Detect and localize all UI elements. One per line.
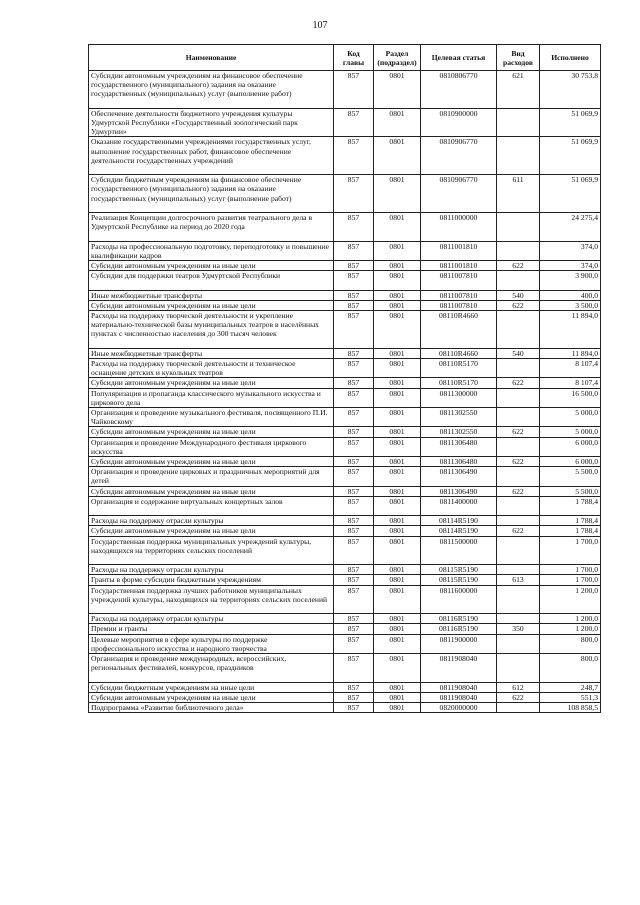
cell-article: 08115R5190	[421, 575, 497, 585]
cell-section: 0801	[374, 692, 421, 702]
cell-name: Расходы на поддержку отрасли культуры	[89, 614, 334, 624]
table-row	[89, 271, 601, 290]
cell-name: Расходы на поддержку отрасли культуры	[89, 516, 334, 526]
cell-expense-type: 622	[497, 261, 540, 271]
cell-code: 857	[334, 261, 374, 271]
cell-code: 857	[334, 348, 374, 358]
cell-section: 0801	[374, 682, 421, 692]
cell-section: 0801	[374, 71, 421, 109]
cell-expense-type	[497, 703, 540, 713]
cell-section: 0801	[374, 408, 421, 427]
cell-expense-type: 622	[497, 486, 540, 496]
cell-expense-type: 622	[497, 300, 540, 310]
table-row	[89, 516, 601, 526]
cell-article: 0811007810	[421, 290, 497, 300]
cell-expense-type: 540	[497, 348, 540, 358]
cell-name: Иные межбюджетные трансферты	[89, 290, 334, 300]
table-row	[89, 682, 601, 692]
cell-executed: 1 788,4	[540, 526, 601, 536]
cell-section: 0801	[374, 526, 421, 536]
cell-executed: 248,7	[540, 682, 601, 692]
table-row	[89, 565, 601, 575]
cell-article: 0811001810	[421, 241, 497, 260]
cell-section: 0801	[374, 213, 421, 242]
table-row	[89, 108, 601, 137]
cell-section: 0801	[374, 516, 421, 526]
table-row	[89, 634, 601, 653]
cell-code: 857	[334, 137, 374, 175]
table-row	[89, 496, 601, 515]
cell-section: 0801	[374, 348, 421, 358]
cell-expense-type: 621	[497, 71, 540, 109]
cell-code: 857	[334, 526, 374, 536]
cell-executed: 24 275,4	[540, 213, 601, 242]
cell-name: Организация и проведение Международного фестиваля циркового искусства	[89, 437, 334, 456]
cell-article: 0811900000	[421, 634, 497, 653]
cell-section: 0801	[374, 614, 421, 624]
cell-executed: 3 900,0	[540, 271, 601, 290]
cell-section: 0801	[374, 241, 421, 260]
cell-name: Субсидии для поддержки театров Удмуртской Республики	[89, 271, 334, 290]
cell-code: 857	[334, 175, 374, 213]
cell-name: Премии и гранты	[89, 624, 334, 634]
cell-code: 857	[334, 624, 374, 634]
cell-executed: 800,0	[540, 654, 601, 683]
cell-executed: 374,0	[540, 261, 601, 271]
cell-executed: 400,0	[540, 290, 601, 300]
table-row	[89, 261, 601, 271]
cell-executed: 6 000,0	[540, 457, 601, 467]
cell-section: 0801	[374, 624, 421, 634]
cell-expense-type	[497, 516, 540, 526]
cell-expense-type: 613	[497, 575, 540, 585]
table-row	[89, 388, 601, 407]
cell-name: Организация и проведение музыкального фестиваля, посвященного П.И. Чайковскому	[89, 408, 334, 427]
cell-expense-type: 622	[497, 692, 540, 702]
table-row	[89, 703, 601, 713]
cell-expense-type	[497, 271, 540, 290]
cell-section: 0801	[374, 300, 421, 310]
cell-expense-type: 622	[497, 457, 540, 467]
cell-name: Популяризация и пропаганда классического музыкального искусства и циркового дела	[89, 388, 334, 407]
cell-expense-type	[497, 496, 540, 515]
cell-executed: 51 069,9	[540, 108, 601, 137]
table-row	[89, 213, 601, 242]
cell-executed: 1 200,0	[540, 585, 601, 614]
cell-article: 08116R5190	[421, 614, 497, 624]
cell-executed: 11 894,0	[540, 311, 601, 349]
cell-executed: 1 788,4	[540, 516, 601, 526]
cell-article: 08110R4660	[421, 348, 497, 358]
cell-executed: 374,0	[540, 241, 601, 260]
cell-article: 0811007810	[421, 271, 497, 290]
cell-article: 0810900000	[421, 108, 497, 137]
cell-expense-type: 612	[497, 682, 540, 692]
cell-name: Субсидии автономным учреждениям на иные цели	[89, 457, 334, 467]
table-row	[89, 526, 601, 536]
cell-name: Государственная поддержка муниципальных учреждений культуры, находящихся на территориях сельских поселений	[89, 536, 334, 565]
table-row	[89, 575, 601, 585]
table-row	[89, 359, 601, 378]
cell-code: 857	[334, 271, 374, 290]
cell-name: Субсидии автономным учреждениям на иные цели	[89, 378, 334, 388]
cell-executed: 1 788,4	[540, 496, 601, 515]
header-section: Раздел (подраздел)	[374, 45, 421, 71]
cell-article: 0811302550	[421, 408, 497, 427]
table-row	[89, 71, 601, 109]
table-row	[89, 427, 601, 437]
cell-executed: 3 500,0	[540, 300, 601, 310]
page-number: 107	[312, 20, 328, 31]
cell-section: 0801	[374, 359, 421, 378]
cell-article: 0810806770	[421, 71, 497, 109]
table-row	[89, 290, 601, 300]
header-expense-type: Вид расходов	[497, 45, 540, 71]
cell-executed: 1 700,0	[540, 536, 601, 565]
cell-section: 0801	[374, 467, 421, 486]
cell-name: Субсидии автономным учреждениям на иные цели	[89, 261, 334, 271]
table-row	[89, 585, 601, 614]
cell-executed: 11 894,0	[540, 348, 601, 358]
cell-code: 857	[334, 634, 374, 653]
cell-article: 0811908040	[421, 654, 497, 683]
cell-code: 857	[334, 565, 374, 575]
header-article: Целевая статья	[421, 45, 497, 71]
cell-expense-type	[497, 359, 540, 378]
cell-code: 857	[334, 575, 374, 585]
cell-section: 0801	[374, 175, 421, 213]
cell-article: 0811500000	[421, 536, 497, 565]
cell-article: 08110R5170	[421, 378, 497, 388]
cell-article: 0811908040	[421, 682, 497, 692]
header-name: Наименование	[89, 45, 334, 71]
cell-executed: 1 200,0	[540, 614, 601, 624]
table-row	[89, 654, 601, 683]
cell-section: 0801	[374, 437, 421, 456]
cell-expense-type	[497, 437, 540, 456]
cell-article: 0811306480	[421, 437, 497, 456]
cell-section: 0801	[374, 634, 421, 653]
cell-code: 857	[334, 388, 374, 407]
cell-section: 0801	[374, 388, 421, 407]
cell-section: 0801	[374, 654, 421, 683]
cell-article: 0811007810	[421, 300, 497, 310]
table-body	[89, 71, 601, 713]
cell-section: 0801	[374, 486, 421, 496]
cell-executed: 5 000,0	[540, 408, 601, 427]
cell-section: 0801	[374, 108, 421, 137]
cell-code: 857	[334, 496, 374, 515]
cell-article: 0811306480	[421, 457, 497, 467]
cell-expense-type: 622	[497, 427, 540, 437]
cell-expense-type	[497, 614, 540, 624]
cell-expense-type	[497, 241, 540, 260]
table-row	[89, 378, 601, 388]
cell-expense-type: 622	[497, 526, 540, 536]
cell-executed: 1 200,0	[540, 624, 601, 634]
cell-code: 857	[334, 614, 374, 624]
cell-executed: 108 858,5	[540, 703, 601, 713]
cell-name: Организация и проведение международных, всероссийских, региональных фестивалей, конкурсов, праздников	[89, 654, 334, 683]
cell-executed: 5 000,0	[540, 427, 601, 437]
cell-expense-type	[497, 565, 540, 575]
cell-section: 0801	[374, 703, 421, 713]
cell-code: 857	[334, 241, 374, 260]
cell-article: 08114R5190	[421, 516, 497, 526]
cell-section: 0801	[374, 261, 421, 271]
cell-name: Субсидии бюджетным учреждениям на иные цели	[89, 682, 334, 692]
cell-executed: 30 753,8	[540, 71, 601, 109]
table-row	[89, 348, 601, 358]
table-row	[89, 175, 601, 213]
cell-name: Иные межбюджетные трансферты	[89, 348, 334, 358]
cell-section: 0801	[374, 137, 421, 175]
cell-executed: 8 107,4	[540, 378, 601, 388]
cell-code: 857	[334, 359, 374, 378]
cell-expense-type: 622	[497, 378, 540, 388]
cell-section: 0801	[374, 311, 421, 349]
cell-name: Гранты в форме субсидии бюджетным учреждениям	[89, 575, 334, 585]
cell-executed: 1 700,0	[540, 565, 601, 575]
cell-section: 0801	[374, 575, 421, 585]
cell-code: 857	[334, 486, 374, 496]
cell-article: 0811306490	[421, 467, 497, 486]
cell-executed: 5 500,0	[540, 486, 601, 496]
table-row	[89, 624, 601, 634]
cell-code: 857	[334, 654, 374, 683]
cell-executed: 6 000,0	[540, 437, 601, 456]
cell-article: 0810906770	[421, 137, 497, 175]
cell-expense-type	[497, 585, 540, 614]
cell-name: Субсидии бюджетным учреждениям на финансовое обеспечение государственного (муниципального) задания на оказание государственных (муниципальных) услуг (выполнение работ)	[89, 175, 334, 213]
cell-code: 857	[334, 408, 374, 427]
cell-article: 08116R5190	[421, 624, 497, 634]
cell-article: 08115R5190	[421, 565, 497, 575]
cell-name: Субсидии автономным учреждениям на иные цели	[89, 692, 334, 702]
cell-code: 857	[334, 457, 374, 467]
cell-name: Обеспечение деятельности бюджетного учреждения культуры Удмуртской Республики «Государственный зоологический парк Удмуртии»	[89, 108, 334, 137]
cell-code: 857	[334, 378, 374, 388]
cell-executed: 8 107,4	[540, 359, 601, 378]
cell-code: 857	[334, 437, 374, 456]
cell-code: 857	[334, 290, 374, 300]
table-row	[89, 137, 601, 175]
cell-name: Субсидии автономным учреждениям на иные цели	[89, 526, 334, 536]
cell-executed: 51 069,9	[540, 137, 601, 175]
cell-name: Организация и содержание виртуальных концертных залов	[89, 496, 334, 515]
cell-executed: 1 700,0	[540, 575, 601, 585]
cell-article: 0811600000	[421, 585, 497, 614]
table-row	[89, 467, 601, 486]
table-row	[89, 457, 601, 467]
cell-expense-type	[497, 467, 540, 486]
cell-article: 08114R5190	[421, 526, 497, 536]
cell-article: 08110R5170	[421, 359, 497, 378]
cell-expense-type: 540	[497, 290, 540, 300]
cell-article: 0811908040	[421, 692, 497, 702]
cell-name: Подпрограмма «Развитие библиотечного дела»	[89, 703, 334, 713]
cell-code: 857	[334, 703, 374, 713]
cell-article: 0811300000	[421, 388, 497, 407]
cell-code: 857	[334, 71, 374, 109]
header-executed: Исполнено	[540, 45, 601, 71]
table-row	[89, 486, 601, 496]
cell-name: Реализация Концепции долгосрочного развития театрального дела в Удмуртской Республике на период до 2020 года	[89, 213, 334, 242]
table-row	[89, 241, 601, 260]
cell-article: 0811306490	[421, 486, 497, 496]
cell-article: 0811000000	[421, 213, 497, 242]
cell-section: 0801	[374, 496, 421, 515]
cell-name: Расходы на профессиональную подготовку, переподготовку и повышение квалификации кадров	[89, 241, 334, 260]
cell-article: 0810906770	[421, 175, 497, 213]
table-row	[89, 614, 601, 624]
cell-executed: 800,0	[540, 634, 601, 653]
cell-name: Субсидии автономным учреждениям на иные цели	[89, 427, 334, 437]
cell-code: 857	[334, 692, 374, 702]
table-row	[89, 300, 601, 310]
cell-expense-type	[497, 654, 540, 683]
cell-name: Субсидии автономным учреждениям на финансовое обеспечение государственного (муниципального) задания на оказание государственных (муниципальных) услуг (выполнение работ)	[89, 71, 334, 109]
cell-article: 0811302550	[421, 427, 497, 437]
cell-expense-type	[497, 213, 540, 242]
cell-code: 857	[334, 213, 374, 242]
cell-name: Расходы на поддержку творческой деятельности и укрепление материально-технической базы муниципальных театров в населённых пунктах с численностью населения до 300 тысяч человек	[89, 311, 334, 349]
cell-code: 857	[334, 516, 374, 526]
table-row	[89, 311, 601, 349]
budget-execution-table	[88, 44, 601, 713]
cell-name: Организация и проведение цирковых и праздничных мероприятий для детей	[89, 467, 334, 486]
cell-executed: 51 069,9	[540, 175, 601, 213]
cell-section: 0801	[374, 271, 421, 290]
cell-expense-type	[497, 311, 540, 349]
cell-expense-type	[497, 388, 540, 407]
cell-executed: 551,3	[540, 692, 601, 702]
cell-article: 0820000000	[421, 703, 497, 713]
cell-executed: 5 500,0	[540, 467, 601, 486]
header-code: Код главы	[334, 45, 374, 71]
cell-section: 0801	[374, 457, 421, 467]
cell-expense-type: 611	[497, 175, 540, 213]
cell-code: 857	[334, 585, 374, 614]
cell-section: 0801	[374, 290, 421, 300]
table-row	[89, 536, 601, 565]
cell-article: 0811400000	[421, 496, 497, 515]
cell-section: 0801	[374, 585, 421, 614]
table-header-row	[89, 45, 601, 71]
cell-expense-type	[497, 536, 540, 565]
table-row	[89, 692, 601, 702]
cell-expense-type	[497, 108, 540, 137]
cell-section: 0801	[374, 427, 421, 437]
cell-code: 857	[334, 300, 374, 310]
cell-name: Оказание государственными учреждениями государственных услуг, выполнение государственных работ, финансовое обеспечение деятельности государственных учреждений	[89, 137, 334, 175]
cell-name: Субсидии автономным учреждениям на иные цели	[89, 486, 334, 496]
cell-section: 0801	[374, 378, 421, 388]
table-row	[89, 408, 601, 427]
cell-code: 857	[334, 427, 374, 437]
table-row	[89, 437, 601, 456]
cell-expense-type: 350	[497, 624, 540, 634]
cell-article: 0811001810	[421, 261, 497, 271]
cell-code: 857	[334, 467, 374, 486]
cell-expense-type	[497, 137, 540, 175]
cell-name: Расходы на поддержку отрасли культуры	[89, 565, 334, 575]
cell-name: Целевые мероприятия в сфере культуры по поддержке профессионального искусства и народного творчества	[89, 634, 334, 653]
cell-name: Субсидии автономным учреждениям на иные цели	[89, 300, 334, 310]
cell-code: 857	[334, 682, 374, 692]
cell-article: 08110R4660	[421, 311, 497, 349]
cell-section: 0801	[374, 565, 421, 575]
cell-executed: 16 500,0	[540, 388, 601, 407]
cell-expense-type	[497, 408, 540, 427]
cell-code: 857	[334, 108, 374, 137]
cell-section: 0801	[374, 536, 421, 565]
cell-code: 857	[334, 536, 374, 565]
cell-code: 857	[334, 311, 374, 349]
cell-name: Государственная поддержка лучших работников муниципальных учреждений культуры, находящихся на территориях сельских поселений	[89, 585, 334, 614]
cell-name: Расходы на поддержку творческой деятельности и техническое оснащение детских и кукольных театров	[89, 359, 334, 378]
cell-expense-type	[497, 634, 540, 653]
